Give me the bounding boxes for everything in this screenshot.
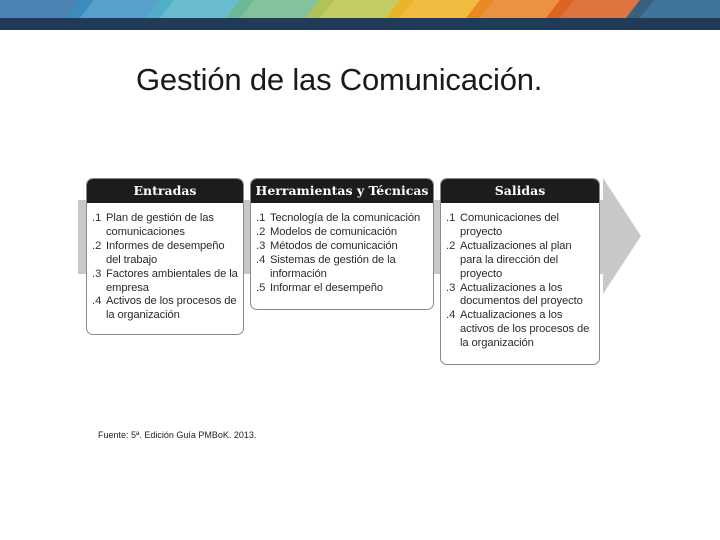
list-item xyxy=(92,212,239,240)
panel-list xyxy=(441,203,599,351)
top-color-band xyxy=(0,0,720,30)
list-item xyxy=(256,226,429,240)
band-segment xyxy=(626,0,720,18)
band-bottom-strip xyxy=(0,18,720,30)
item-text: Tecnología de la comunicación xyxy=(270,212,421,224)
item-number: .1 xyxy=(92,212,102,224)
panel-list xyxy=(251,203,433,295)
panel-herramientas xyxy=(250,178,434,310)
panel-header: Herramientas y Técnicas xyxy=(251,179,433,203)
list-item xyxy=(446,240,595,282)
slide-title: Gestión de las Comunicación. xyxy=(136,62,543,97)
panel-entradas xyxy=(86,178,244,335)
list-item xyxy=(256,212,429,226)
item-number: .2 xyxy=(256,225,266,238)
list-item xyxy=(446,212,595,240)
item-number: .4 xyxy=(446,309,456,322)
band-graphic xyxy=(0,0,720,30)
panel-header: Salidas xyxy=(441,179,599,203)
item-number: .3 xyxy=(256,239,266,252)
list-item xyxy=(92,295,239,323)
item-number: .2 xyxy=(92,239,102,252)
item-number: .1 xyxy=(446,212,456,224)
item-number: .4 xyxy=(256,253,266,266)
panel-list xyxy=(87,203,243,323)
item-number: .4 xyxy=(92,295,102,308)
item-text: Actualizaciones al plan para la dirección del proyecto xyxy=(460,239,572,280)
list-item xyxy=(256,240,429,254)
item-text: Métodos de comunicación xyxy=(270,239,398,252)
panel-salidas xyxy=(440,178,600,365)
item-text: Factores ambientales de la empresa xyxy=(106,267,238,294)
item-text: Informes de desempeño del trabajo xyxy=(106,239,225,266)
item-number: .5 xyxy=(256,281,266,294)
item-text: Actualizaciones a los activos de los procesos de la organización xyxy=(460,309,590,350)
list-item xyxy=(256,254,429,282)
panel-header: Entradas xyxy=(87,179,243,203)
item-text: Actualizaciones a los documentos del proyecto xyxy=(460,281,583,308)
item-text: Modelos de comunicación xyxy=(270,225,398,238)
list-item xyxy=(256,282,429,296)
item-text: Comunicaciones del proyecto xyxy=(460,212,559,238)
item-text: Sistemas de gestión de la información xyxy=(270,253,396,280)
item-number: .2 xyxy=(446,239,456,252)
list-item xyxy=(92,240,239,268)
item-number: .3 xyxy=(92,267,102,280)
list-item xyxy=(92,268,239,296)
item-text: Plan de gestión de las comunicaciones xyxy=(106,212,214,238)
item-number: .1 xyxy=(256,212,266,224)
list-item xyxy=(446,282,595,310)
list-item xyxy=(446,309,595,351)
item-text: Activos de los procesos de la organización xyxy=(106,295,237,322)
source-citation: Fuente: 5ª. Edición Guía PMBoK. 2013. xyxy=(98,430,257,440)
item-number: .3 xyxy=(446,281,456,294)
item-text: Informar el desempeño xyxy=(270,281,383,294)
